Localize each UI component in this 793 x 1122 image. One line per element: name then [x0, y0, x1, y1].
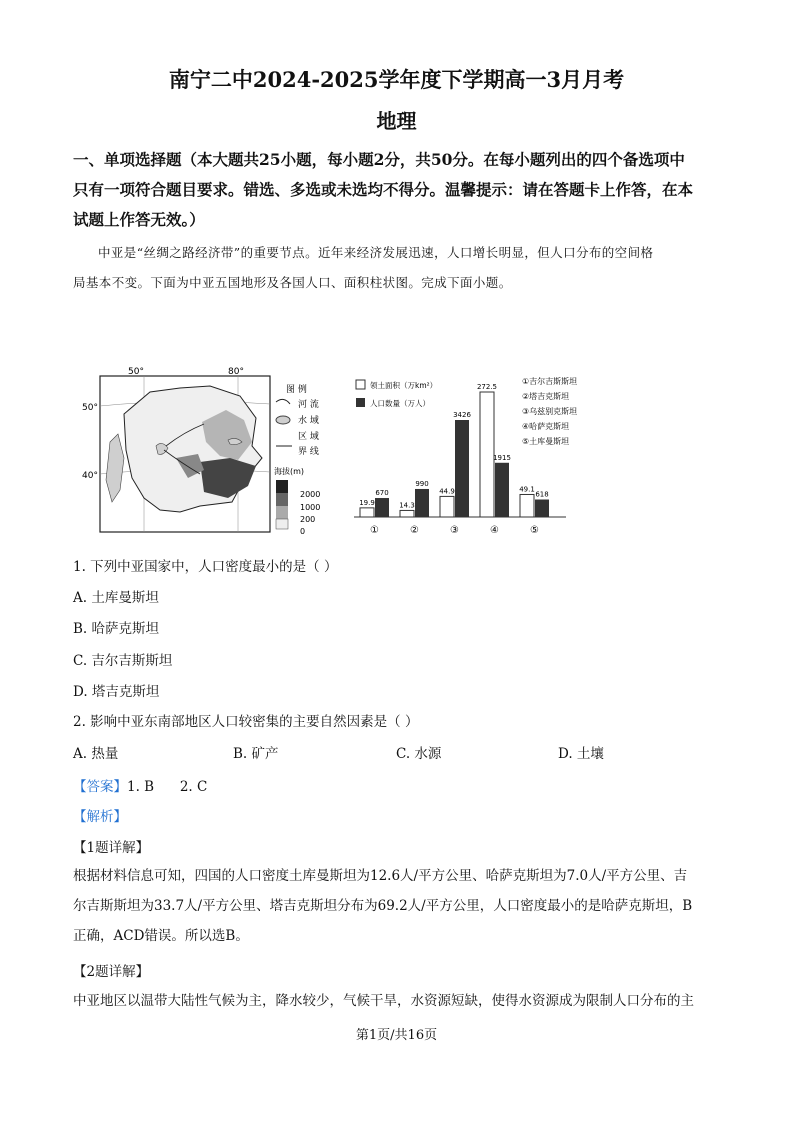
detail-2-heading: 【2题详解】: [73, 964, 150, 980]
legend-pop-swatch: [356, 398, 365, 407]
legend-area-swatch: [356, 380, 365, 389]
subject-title: 地理: [376, 109, 417, 133]
exam-title: 南宁二中2024-2025学年度下学期高一3月月考: [168, 67, 625, 92]
river-legend-icon: [276, 399, 290, 404]
q1-option-d: D. 塔吉克斯坦: [73, 684, 160, 700]
data-label-area: 272.5: [476, 383, 498, 391]
data-label-population: 1915: [493, 453, 511, 462]
bar-population: [415, 489, 429, 517]
lat-label: 50°: [82, 403, 98, 413]
category-label: ①: [370, 525, 379, 536]
bar-area: [440, 496, 454, 517]
country-label: ②塔吉克斯坦: [522, 392, 570, 401]
analysis-tag: 【解析】: [73, 809, 127, 825]
answer-line: [73, 775, 207, 795]
data-label-population: 618: [535, 490, 549, 499]
bar-area: [480, 392, 494, 517]
paragraph-line: 中亚地区以温带大陆性气候为主，降水较少，气候干旱，水资源短缺，使得水资源成为限制人口分布的主: [73, 993, 694, 1009]
lon-label: 50°: [128, 367, 144, 377]
elev-swatch: [276, 506, 288, 519]
category-label: ④: [490, 525, 499, 536]
category-label: ②: [410, 525, 419, 536]
question-2: 2. 影响中亚东南部地区人口较密集的主要自然因素是（ ）: [73, 714, 419, 730]
paragraph-line: 正确，ACD错误。所以选B。: [73, 928, 249, 944]
elev-value: 2000: [300, 490, 321, 499]
bar-population: [535, 500, 549, 517]
bar-population: [495, 463, 509, 517]
country-label: ④哈萨克斯坦: [522, 422, 570, 431]
section-heading: [73, 145, 723, 235]
question-1: 1. 下列中亚国家中，人口密度最小的是（ ）: [73, 559, 338, 575]
legend-title: 图 例: [286, 385, 307, 395]
intro-text: [73, 238, 723, 298]
data-label-area: 19.9: [359, 498, 375, 507]
legend-item: 河 流: [298, 400, 319, 410]
legend-item: 水 域: [298, 416, 319, 426]
intro-line: 中亚是“丝绸之路经济带”的重要节点。近年来经济发展迅速，人口增长明显，但人口分布的空间格: [98, 245, 654, 260]
elev-swatch: [276, 493, 288, 506]
q1-option-b: B. 哈萨克斯坦: [73, 621, 160, 637]
q2-option-d: D. 土壤: [558, 746, 604, 762]
data-label-area: 44.9: [439, 487, 455, 496]
data-label-area: 49.1: [519, 485, 535, 494]
legend-area-label: 领土面积（万km²）: [370, 381, 438, 390]
bar-area: [360, 508, 374, 517]
section-line: 一、单项选择题（本大题共25小题，每小题2分，共50分。在每小题列出的四个备选项中: [73, 150, 685, 169]
elev-swatch: [276, 480, 288, 493]
q2-option-a: A. 热量: [73, 746, 119, 762]
paragraph-line: 尔吉斯斯坦为33.7人/平方公里、塔吉克斯坦分布为69.2人/平方公里，人口密度最小的是哈萨克斯坦，B: [73, 898, 693, 914]
answer-tag: 【答案】: [73, 779, 127, 795]
lat-label: 40°: [82, 471, 98, 481]
country-label: ③乌兹别克斯坦: [522, 407, 578, 416]
category-label: ③: [450, 525, 459, 536]
elev-value: 1000: [300, 503, 321, 512]
answer-text: 1. B 2. C: [127, 779, 208, 795]
country-label: ⑤土库曼斯坦: [522, 437, 570, 446]
data-label-population: 670: [375, 489, 389, 498]
elevation-title: 海拔(m): [274, 467, 305, 476]
legend-item: 界 线: [298, 447, 319, 457]
bar-area: [520, 494, 534, 517]
detail-1-text: [73, 861, 721, 951]
q1-option-a: A. 土库曼斯坦: [73, 590, 159, 606]
data-label-population: 990: [415, 479, 429, 488]
category-label: ⑤: [530, 525, 539, 536]
country-label: ①吉尔吉斯斯坦: [522, 377, 578, 386]
section-line: 试题上作答无效。）: [73, 210, 205, 229]
bar-area: [400, 510, 414, 517]
paragraph-line: 根据材料信息可知，四国的人口密度土库曼斯坦为12.6人/平方公里、哈萨克斯坦为7.0人/平方公里、吉: [73, 868, 688, 884]
legend-pop-label: 人口数量（万人）: [370, 399, 430, 408]
data-label-population: 3426: [453, 411, 471, 419]
elev-value: 200: [300, 515, 316, 524]
water-legend-icon: [276, 416, 290, 424]
q1-option-c: C. 吉尔吉斯斯坦: [73, 653, 173, 669]
bar-population: [375, 498, 389, 517]
population-area-chart: [350, 372, 610, 542]
legend-item: 区 域: [298, 432, 319, 442]
intro-line: 局基本不变。下面为中亚五国地形及各国人口、面积柱状图。完成下面小题。: [73, 275, 512, 290]
q2-option-c: C. 水源: [396, 746, 442, 762]
lon-label: 80°: [228, 367, 244, 377]
q2-option-b: B. 矿产: [233, 746, 279, 762]
elev-swatch: [276, 519, 288, 529]
detail-1-heading: 【1题详解】: [73, 840, 150, 856]
elev-value: 0: [300, 527, 306, 536]
central-asia-map: [80, 362, 350, 537]
data-label-area: 14.3: [399, 501, 415, 510]
page-footer: 第1页/共16页: [355, 1028, 438, 1043]
section-line: 只有一项符合题目要求。错选、多选或未选均不得分。温馨提示：请在答题卡上作答，在本: [73, 180, 694, 199]
detail-2-text: [73, 986, 721, 1016]
bar-population: [455, 420, 469, 517]
